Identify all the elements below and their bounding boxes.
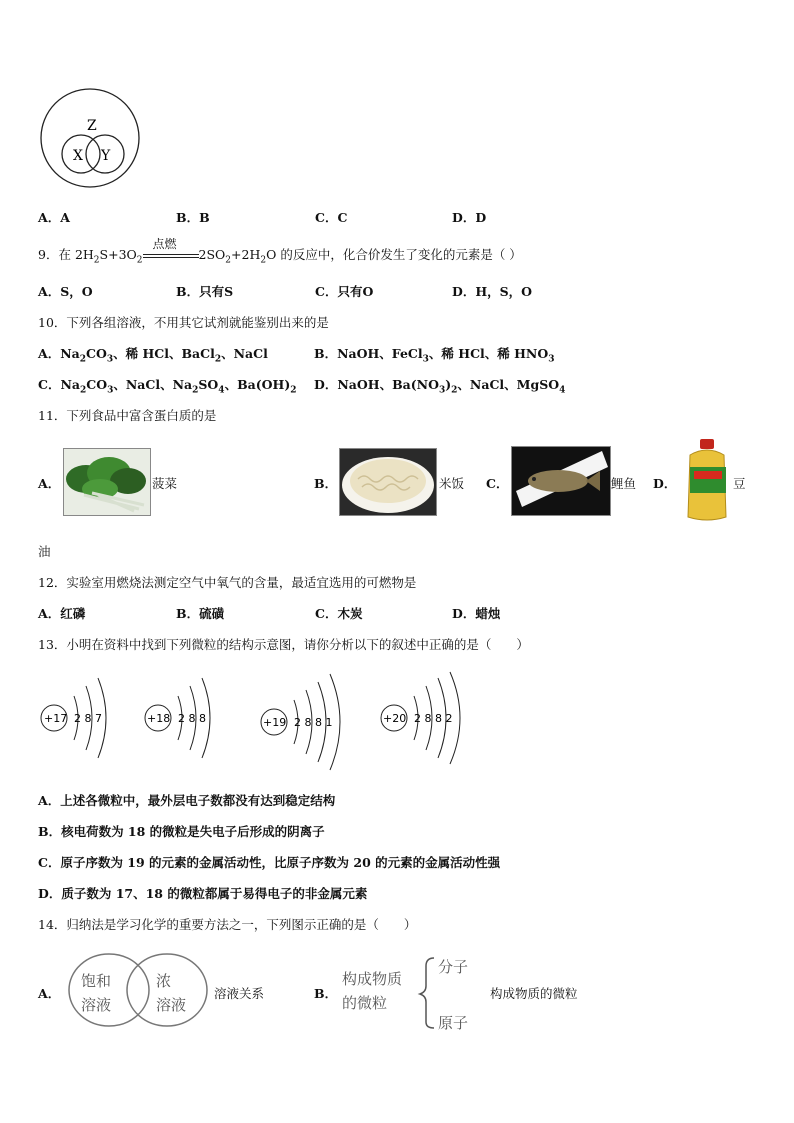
q11-option-d-label-1: 豆 bbox=[733, 476, 746, 491]
atom-17-shells: 2 8 7 bbox=[74, 712, 102, 725]
q12-option-a[interactable]: A．红磷 bbox=[38, 606, 86, 621]
q11-option-d-label-2: 油 bbox=[38, 544, 51, 559]
atom-18-shells: 2 8 8 bbox=[178, 712, 206, 725]
atom-19 bbox=[261, 674, 340, 770]
q9-number: 9．在 bbox=[38, 247, 71, 262]
atom-17 bbox=[41, 678, 106, 758]
atom-20-shells: 2 8 8 2 bbox=[414, 712, 453, 725]
q9-reactants: $2H_2S+3O_2$ bbox=[74, 247, 143, 266]
q11-option-c-letter[interactable]: C． bbox=[486, 476, 509, 491]
q13-option-a[interactable]: A．上述各微粒中，最外层电子数都没有达到稳定结构 bbox=[38, 793, 336, 808]
q9-option-b[interactable]: B．只有S bbox=[176, 284, 234, 299]
venn-right-line1: 浓 bbox=[156, 972, 172, 990]
classification-left-line2: 的微粒 bbox=[342, 994, 388, 1012]
carp-image bbox=[511, 446, 611, 516]
q10-option-a[interactable]: A．$Na_2CO_3$、稀 HCl、BaCl$_2$、NaCl bbox=[38, 346, 268, 365]
q11-option-a-letter[interactable]: A． bbox=[38, 476, 61, 491]
q13-option-d[interactable]: D．质子数为 17、18 的微粒都属于易得电子的非金属元素 bbox=[38, 886, 368, 901]
atom-18 bbox=[145, 678, 210, 758]
rice-image bbox=[339, 448, 437, 516]
atom-structure-diagrams bbox=[36, 668, 476, 772]
q11-option-c-label: 鲤鱼 bbox=[611, 476, 637, 491]
particle-classification-diagram bbox=[338, 950, 486, 1036]
q8-option-d[interactable]: D．D bbox=[452, 210, 487, 225]
q14-option-b-caption: 构成物质的微粒 bbox=[490, 986, 578, 1001]
atom-19-shells: 2 8 8 1 bbox=[294, 716, 333, 729]
q14-option-b-letter[interactable]: B． bbox=[314, 986, 338, 1001]
q10-option-b[interactable]: B．NaOH、FeCl$_3$、稀 HCl、稀 $HNO_3$ bbox=[314, 346, 555, 365]
atom-18-nucleus: +18 bbox=[147, 712, 171, 725]
classification-bottom: 原子 bbox=[438, 1014, 469, 1032]
label-x: X bbox=[73, 148, 83, 164]
q11-option-b-letter[interactable]: B． bbox=[314, 476, 338, 491]
reaction-condition: 点燃 bbox=[152, 236, 177, 251]
classification-left-line1: 构成物质 bbox=[342, 970, 403, 988]
soybean-oil-image bbox=[682, 437, 732, 523]
q9-stem bbox=[38, 236, 522, 266]
q9-option-a[interactable]: A．S，O bbox=[38, 284, 93, 299]
q9-option-d[interactable]: D．H，S，O bbox=[452, 284, 533, 299]
atom-20-nucleus: +20 bbox=[383, 712, 407, 725]
q11-option-a-label: 菠菜 bbox=[152, 476, 178, 491]
q12-option-b[interactable]: B．硫磺 bbox=[176, 606, 225, 621]
q10-stem: 10．下列各组溶液，不用其它试剂就能鉴别出来的是 bbox=[38, 315, 329, 330]
q14-option-a-caption: 溶液关系 bbox=[214, 986, 265, 1001]
q12-stem: 12．实验室用燃烧法测定空气中氧气的含量，最适宜选用的可燃物是 bbox=[38, 575, 417, 590]
q9-products: $2SO_2+2H_2O$ bbox=[198, 247, 277, 266]
label-z: Z bbox=[87, 118, 97, 134]
q9-suffix: 的反应中，化合价发生了变化的元素是（ ） bbox=[280, 247, 522, 262]
solution-venn-diagram bbox=[64, 950, 210, 1030]
label-y: Y bbox=[101, 148, 111, 164]
q8-option-a[interactable]: A．A bbox=[38, 210, 70, 225]
q14-option-a-letter[interactable]: A． bbox=[38, 986, 61, 1001]
venn-left-line2: 溶液 bbox=[81, 996, 112, 1014]
q9-option-c[interactable]: C．只有O bbox=[315, 284, 374, 299]
q12-option-d[interactable]: D．蜡烛 bbox=[452, 606, 501, 621]
q12-option-c[interactable]: C．木炭 bbox=[315, 606, 363, 621]
venn-diagram bbox=[38, 86, 144, 190]
q11-option-d-letter[interactable]: D． bbox=[653, 476, 677, 491]
q13-option-b[interactable]: B．核电荷数为 18 的微粒是失电子后形成的阴离子 bbox=[38, 824, 325, 839]
atom-19-nucleus: +19 bbox=[263, 716, 287, 729]
q8-option-c[interactable]: C．C bbox=[315, 210, 348, 225]
q10-option-c[interactable]: C．$Na_2CO_3$、NaCl、$Na_2SO_4$、$Ba(OH)_2$ bbox=[38, 377, 297, 396]
q13-stem: 13．小明在资料中找到下列微粒的结构示意图，请你分析以下的叙述中正确的是（ ） bbox=[38, 637, 529, 652]
atom-17-nucleus: +17 bbox=[44, 712, 68, 725]
venn-right-line2: 溶液 bbox=[156, 996, 187, 1014]
atom-20 bbox=[381, 672, 460, 764]
q13-option-c[interactable]: C．原子序数为 19 的元素的金属活动性，比原子序数为 20 的元素的金属活动性强 bbox=[38, 855, 501, 870]
q11-stem: 11．下列食品中富含蛋白质的是 bbox=[38, 408, 217, 423]
venn-left-line1: 饱和 bbox=[81, 972, 112, 990]
q8-option-b[interactable]: B．B bbox=[176, 210, 210, 225]
classification-top: 分子 bbox=[438, 958, 469, 976]
q14-stem: 14．归纳法是学习化学的重要方法之一，下列图示正确的是（ ） bbox=[38, 917, 417, 932]
reaction-arrow bbox=[143, 236, 199, 263]
q11-option-b-label: 米饭 bbox=[439, 476, 465, 491]
spinach-image bbox=[63, 448, 151, 516]
q10-option-d[interactable]: D．NaOH、$Ba(NO_3)_2$、NaCl、MgSO$_4$ bbox=[314, 377, 566, 396]
